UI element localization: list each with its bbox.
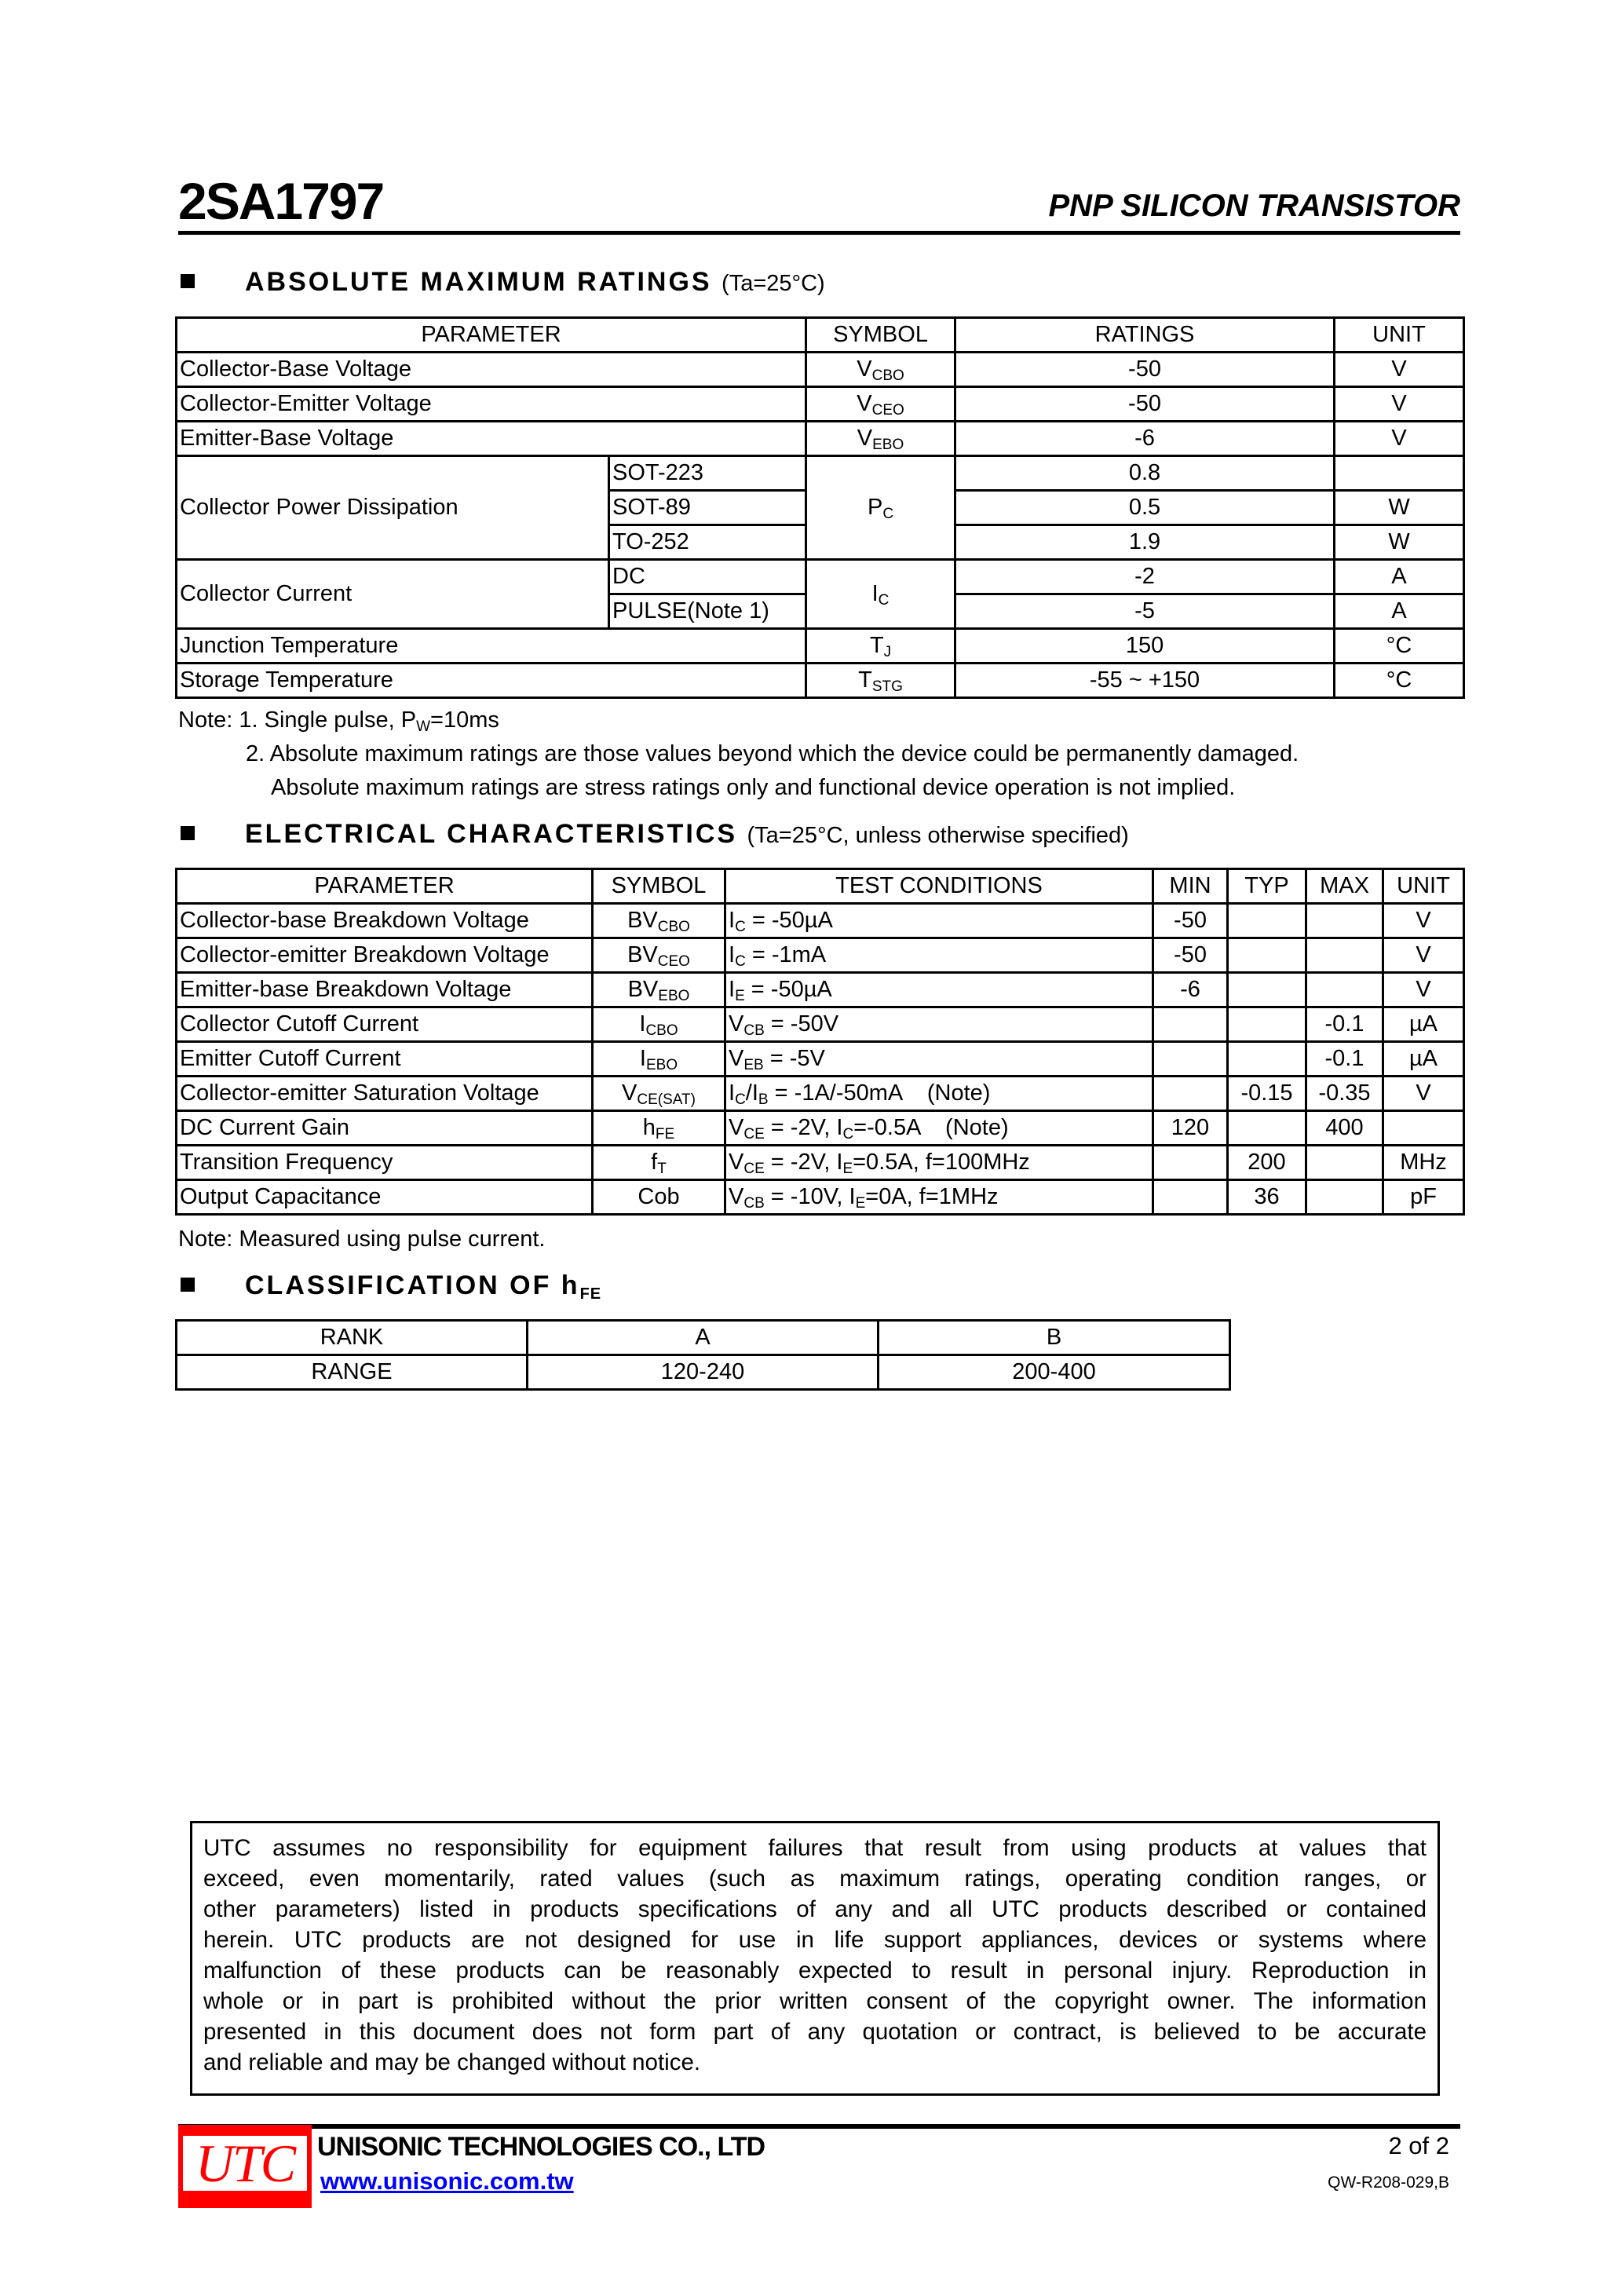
min-cell <box>1153 1007 1228 1042</box>
bullet-icon <box>181 274 195 288</box>
subscript: E <box>735 988 745 1004</box>
condition-cell: $I_C = -50\mu A$ <box>725 904 1153 938</box>
unit-cell: V <box>1383 904 1464 938</box>
rating-cell: -50 <box>955 353 1335 387</box>
document-number: QW-R208-029,B <box>1328 2174 1449 2192</box>
symbol-cell: $V_{CE(SAT)}$ <box>593 1077 725 1111</box>
max-cell: -0.1 <box>1306 1042 1383 1077</box>
table-row <box>177 1077 1464 1111</box>
condition-cell: $V_{CE} = -2V$, $I_C=-0.5A$ (Note) <box>725 1111 1153 1146</box>
subscript: E <box>855 1195 866 1212</box>
subscript: CB <box>743 1022 765 1039</box>
note-line: 2. Absolute maximum ratings are those values beyond which the device could be permanently damaged. <box>246 741 1299 766</box>
parameter-cell: Collector-emitter Breakdown Voltage <box>177 938 593 973</box>
subscript: STG <box>871 678 903 695</box>
utc-logo-text: UTC <box>183 2136 307 2191</box>
table-row <box>177 973 1464 1007</box>
parameter-cell: Emitter-base Breakdown Voltage <box>177 973 593 1007</box>
unit-cell: pF <box>1383 1180 1464 1215</box>
company-website-link[interactable]: www.unisonic.com.tw <box>320 2167 574 2195</box>
abs-max-heading-text: ABSOLUTE MAXIMUM RATINGS <box>245 267 712 297</box>
rating-cell: -2 <box>955 560 1335 594</box>
company-name: UNISONIC TECHNOLOGIES CO., LTD <box>317 2132 765 2162</box>
table-row <box>177 938 1464 973</box>
unit-cell <box>1335 456 1464 491</box>
symbol-cell: $f_T$ <box>593 1146 725 1180</box>
disclaimer-line: UTC assumes no responsibility for equipment failures that result from using products at values that <box>203 1835 1427 1861</box>
parameter-cell: Collector Current <box>177 560 609 629</box>
condition-cell: TO-252 <box>609 525 806 560</box>
condition-cell: $V_{CB} = -50V$ <box>725 1007 1153 1042</box>
rating-cell: 0.8 <box>955 456 1335 491</box>
parameter-cell: Emitter-Base Voltage <box>177 422 806 456</box>
disclaimer-line: whole or in part is prohibited without the prior written consent of the copyright owner. The information <box>203 1988 1427 2014</box>
rank-cell: B <box>879 1321 1230 1355</box>
max-cell <box>1306 1180 1383 1215</box>
typ-cell <box>1228 938 1306 973</box>
table-row <box>177 1007 1464 1042</box>
subscript: CE <box>743 1161 765 1177</box>
symbol-cell: $I_{CBO}$ <box>593 1007 725 1042</box>
symbol-cell: $V_{CBO}$ <box>806 353 955 387</box>
rating-cell: -5 <box>955 594 1335 629</box>
parameter-cell: Output Capacitance <box>177 1180 593 1215</box>
disclaimer-line: presented in this document does not form part of any quotation or contract, is believed to be accurate <box>203 2019 1427 2045</box>
symbol-cell: Cob <box>593 1180 725 1215</box>
parameter-cell: Collector-emitter Saturation Voltage <box>177 1077 593 1111</box>
unit-cell: V <box>1383 1077 1464 1111</box>
classification-heading-sub: FE <box>579 1285 602 1303</box>
rank-cell: 120-240 <box>528 1355 879 1390</box>
table-row <box>177 456 1464 491</box>
parameter-cell: Collector-base Breakdown Voltage <box>177 904 593 938</box>
condition-cell: SOT-89 <box>609 491 806 525</box>
unit-cell: W <box>1335 525 1464 560</box>
symbol-cell: $I_C$ <box>806 560 955 629</box>
header-ratings: RATINGS <box>955 318 1335 353</box>
max-cell: -0.35 <box>1306 1077 1383 1111</box>
subscript: CB <box>743 1195 765 1212</box>
disclaimer-line: herein. UTC products are not designed for use in life support appliances, devices or systems where <box>203 1927 1427 1953</box>
rating-cell: -6 <box>955 422 1335 456</box>
parameter-cell: Collector Power Dissipation <box>177 456 609 560</box>
rank-cell: 200-400 <box>879 1355 1230 1390</box>
electrical-table <box>175 868 1465 1216</box>
typ-cell <box>1228 1042 1306 1077</box>
condition-cell: $I_E = -50\mu A$ <box>725 973 1153 1007</box>
max-cell <box>1306 938 1383 973</box>
subscript: C <box>842 1126 854 1143</box>
unit-cell: µA <box>1383 1007 1464 1042</box>
subscript: EBO <box>658 988 690 1004</box>
subscript: C <box>735 919 746 935</box>
parameter-cell: Storage Temperature <box>177 664 806 698</box>
table-row <box>177 1180 1464 1215</box>
table-row <box>177 629 1464 664</box>
table-row <box>177 1355 1230 1390</box>
typ-cell: -0.15 <box>1228 1077 1306 1111</box>
table-row <box>177 1111 1464 1146</box>
disclaimer-box <box>190 1821 1440 2096</box>
electrical-heading <box>181 819 1129 850</box>
abs-max-condition: (Ta=25°C) <box>721 271 825 296</box>
condition-cell: $V_{CB} = -10V$, $I_E=0A$, f=1MHz <box>725 1180 1153 1215</box>
parameter-cell: Emitter Cutoff Current <box>177 1042 593 1077</box>
subscript: E <box>842 1161 853 1177</box>
rating-cell: 150 <box>955 629 1335 664</box>
table-row <box>177 422 1464 456</box>
typ-cell <box>1228 1111 1306 1146</box>
header-symbol: SYMBOL <box>593 869 725 904</box>
unit-cell: W <box>1335 491 1464 525</box>
typ-cell <box>1228 904 1306 938</box>
min-cell <box>1153 1077 1228 1111</box>
subscript: B <box>758 1091 769 1108</box>
header-divider <box>178 231 1460 235</box>
header-typ: TYP <box>1228 869 1306 904</box>
subscript: EBO <box>872 437 904 453</box>
header-unit: UNIT <box>1335 318 1464 353</box>
symbol-cell: $BV_{CEO}$ <box>593 938 725 973</box>
classification-heading-text: CLASSIFICATION OF h <box>245 1270 580 1300</box>
min-cell: -6 <box>1153 973 1228 1007</box>
table-row <box>177 664 1464 698</box>
header-min: MIN <box>1153 869 1228 904</box>
min-cell: -50 <box>1153 938 1228 973</box>
symbol-cell: $I_{EBO}$ <box>593 1042 725 1077</box>
max-cell: -0.1 <box>1306 1007 1383 1042</box>
electrical-heading-text: ELECTRICAL CHARACTERISTICS <box>245 819 738 849</box>
condition-cell: DC <box>609 560 806 594</box>
classification-heading <box>181 1270 601 1301</box>
symbol-cell: $BV_{CBO}$ <box>593 904 725 938</box>
table-row <box>177 904 1464 938</box>
electrical-condition: (Ta=25°C, unless otherwise specified) <box>747 823 1129 848</box>
table-row <box>177 1146 1464 1180</box>
rank-cell: A <box>528 1321 879 1355</box>
bullet-icon <box>181 826 195 840</box>
subscript: T <box>657 1161 667 1177</box>
min-cell: 120 <box>1153 1111 1228 1146</box>
unit-cell: V <box>1383 973 1464 1007</box>
subscript: CE <box>743 1126 765 1143</box>
unit-cell <box>1383 1111 1464 1146</box>
unit-cell: V <box>1335 422 1464 456</box>
condition-cell: $V_{EB} = -5V$ <box>725 1042 1153 1077</box>
symbol-cell: $h_{FE}$ <box>593 1111 725 1146</box>
unit-cell: V <box>1335 353 1464 387</box>
subscript: EB <box>743 1057 764 1073</box>
unit-cell: µA <box>1383 1042 1464 1077</box>
row-label: RANK <box>177 1321 528 1355</box>
symbol-cell: $T_J$ <box>806 629 955 664</box>
header-max: MAX <box>1306 869 1383 904</box>
part-number-title: 2SA1797 <box>178 172 384 230</box>
abs-max-heading <box>181 267 825 298</box>
parameter-cell: DC Current Gain <box>177 1111 593 1146</box>
parameter-cell: Collector-Emitter Voltage <box>177 387 806 422</box>
typ-cell: 36 <box>1228 1180 1306 1215</box>
header-test-conditions: TEST CONDITIONS <box>725 869 1153 904</box>
min-cell <box>1153 1042 1228 1077</box>
max-cell <box>1306 904 1383 938</box>
electrical-note: Note: Measured using pulse current. <box>178 1227 546 1252</box>
unit-cell: °C <box>1335 664 1464 698</box>
rating-cell: -55 ~ +150 <box>955 664 1335 698</box>
subscript: CBO <box>645 1022 678 1039</box>
table-row <box>177 1042 1464 1077</box>
unit-cell: A <box>1335 594 1464 629</box>
subscript: C <box>735 1091 746 1108</box>
typ-cell: 200 <box>1228 1146 1306 1180</box>
unit-cell: V <box>1383 938 1464 973</box>
table-row <box>177 353 1464 387</box>
subscript: C <box>735 953 746 970</box>
condition-cell: PULSE(Note 1) <box>609 594 806 629</box>
classification-table <box>175 1319 1231 1391</box>
disclaimer-line: malfunction of these products can be reasonably expected to result in personal injury. Reproduction in <box>203 1958 1427 1983</box>
table-row <box>177 387 1464 422</box>
max-cell <box>1306 973 1383 1007</box>
min-cell: -50 <box>1153 904 1228 938</box>
rating-cell: 1.9 <box>955 525 1335 560</box>
symbol-cell: $V_{CEO}$ <box>806 387 955 422</box>
subscript: FE <box>655 1126 675 1143</box>
bullet-icon <box>181 1278 195 1292</box>
subscript: W <box>416 718 431 735</box>
parameter-cell: Transition Frequency <box>177 1146 593 1180</box>
condition-cell: $I_C/I_B = -1A/-50mA$ (Note) <box>725 1077 1153 1111</box>
subscript: CBO <box>657 919 690 935</box>
unit-cell: MHz <box>1383 1146 1464 1180</box>
table-row <box>177 1321 1230 1355</box>
note-line: Absolute maximum ratings are stress ratings only and functional device operation is not implied. <box>271 775 1236 800</box>
symbol-cell: $P_C$ <box>806 456 955 560</box>
parameter-cell: Collector Cutoff Current <box>177 1007 593 1042</box>
subscript: C <box>878 592 890 609</box>
disclaimer-line: and reliable and may be changed without notice. <box>203 2049 701 2075</box>
header-parameter: PARAMETER <box>177 318 806 353</box>
table-row <box>177 318 1464 353</box>
condition-cell: $I_C = -1mA$ <box>725 938 1153 973</box>
min-cell <box>1153 1180 1228 1215</box>
table-row <box>177 560 1464 594</box>
subscript: J <box>883 644 892 660</box>
disclaimer-line: exceed, even momentarily, rated values (such as maximum ratings, operating condition ranges, or <box>203 1866 1427 1892</box>
symbol-cell: $BV_{EBO}$ <box>593 973 725 1007</box>
footer-divider <box>178 2124 1460 2129</box>
note-line: Note: 1. Single pulse, $P_W=10ms$ <box>178 707 499 735</box>
subscript: CE(SAT) <box>637 1091 696 1108</box>
condition-cell: $V_{CE} = -2V$, $I_E=0.5A$, f=100MHz <box>725 1146 1153 1180</box>
typ-cell <box>1228 1007 1306 1042</box>
header-symbol: SYMBOL <box>806 318 955 353</box>
subscript: CEO <box>657 953 690 970</box>
unit-cell: °C <box>1335 629 1464 664</box>
condition-cell: SOT-223 <box>609 456 806 491</box>
row-label: RANGE <box>177 1355 528 1390</box>
header-parameter: PARAMETER <box>177 869 593 904</box>
unit-cell: V <box>1335 387 1464 422</box>
subscript: C <box>882 506 894 522</box>
rating-cell: 0.5 <box>955 491 1335 525</box>
utc-logo <box>178 2125 312 2208</box>
typ-cell <box>1228 973 1306 1007</box>
parameter-cell: Junction Temperature <box>177 629 806 664</box>
symbol-cell: $T_{STG}$ <box>806 664 955 698</box>
table-row <box>177 869 1464 904</box>
unit-cell: A <box>1335 560 1464 594</box>
header-unit: UNIT <box>1383 869 1464 904</box>
disclaimer-line: other parameters) listed in products specifications of any and all UTC products described or contained <box>203 1896 1427 1922</box>
subscript: CEO <box>871 402 904 419</box>
min-cell <box>1153 1146 1228 1180</box>
rating-cell: -50 <box>955 387 1335 422</box>
subscript: EBO <box>645 1057 678 1073</box>
parameter-cell: Collector-Base Voltage <box>177 353 806 387</box>
symbol-cell: $V_{EBO}$ <box>806 422 955 456</box>
abs-max-table <box>175 316 1465 699</box>
max-cell <box>1306 1146 1383 1180</box>
page-number: 2 of 2 <box>1388 2132 1449 2159</box>
device-description: PNP SILICON TRANSISTOR <box>1048 188 1460 223</box>
subscript: CBO <box>871 367 904 384</box>
max-cell: 400 <box>1306 1111 1383 1146</box>
